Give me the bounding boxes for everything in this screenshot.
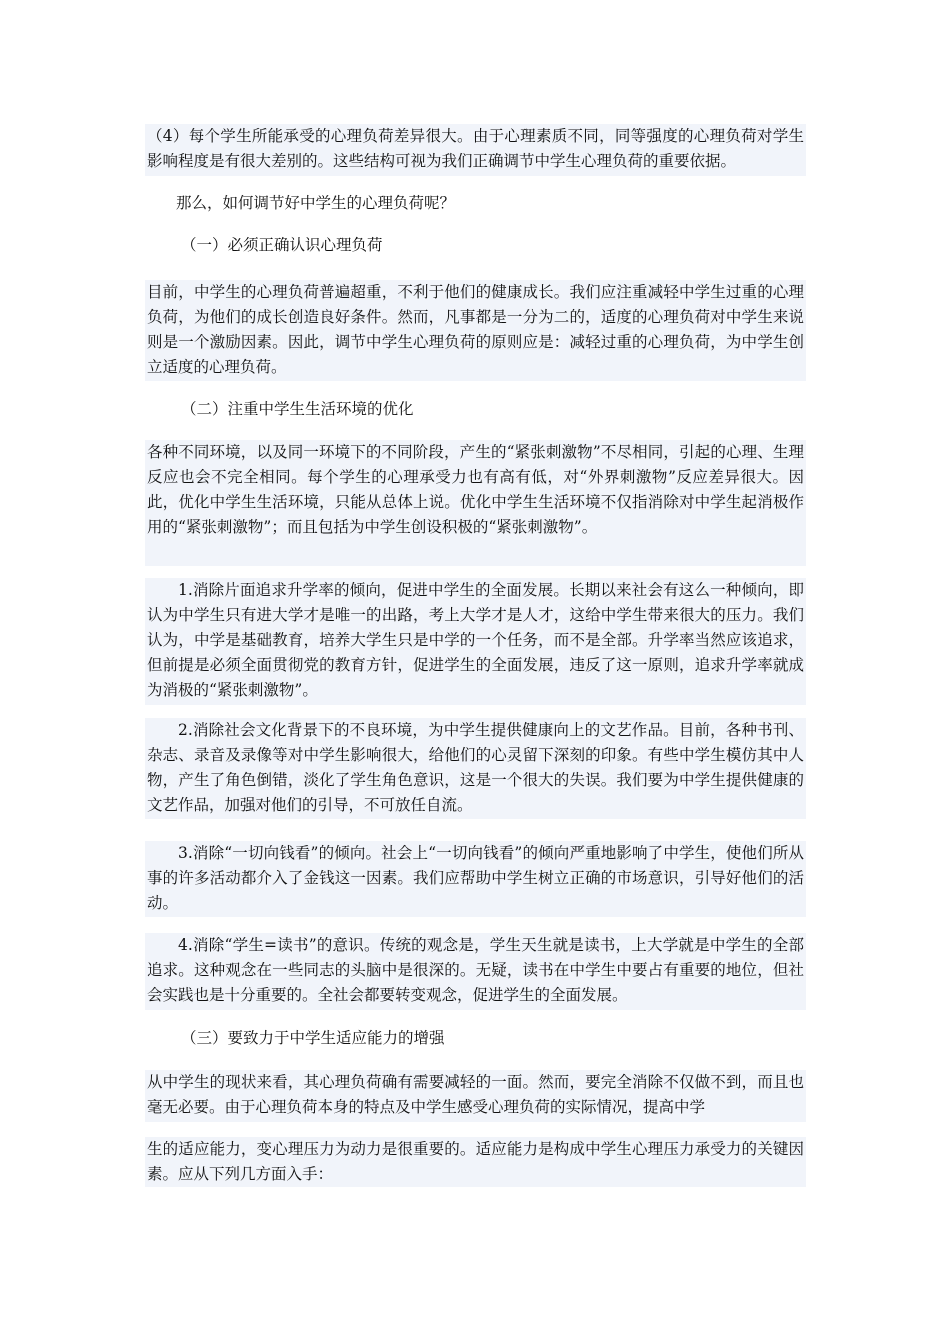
- heading-section-3: （三）要致力于中学生适应能力的增强: [181, 1029, 445, 1047]
- paragraph-understand-load: 目前，中学生的心理负荷普遍超重，不利于他们的健康成长。我们应注重减轻中学生过重的心理负荷，为他们的成长创造良好条件。然而，凡事都是一分为二的，适度的心理负荷对中学生来说则是一个激励因素。因此，调节中学生心理负荷的原则应是：减轻过重的心理负荷，为中学生创立适度的心理负荷。: [145, 280, 806, 381]
- paragraph-question: 那么，如何调节好中学生的心理负荷呢？: [176, 194, 456, 212]
- paragraph-item-4: 4.消除“学生=读书”的意识。传统的观念是，学生天生就是读书，上大学就是中学生的全部追求。这种观念在一些同志的头脑中是很深的。无疑，读书在中学生中要占有重要的地位，但社会实践也是十分重要的。全社会都要转变观念，促进学生的全面发展。: [145, 933, 806, 1010]
- paragraph-adaptability-part2: 生的适应能力，变心理压力为动力是很重要的。适应能力是构成中学生心理压力承受力的关键因素。应从下列几方面入手：: [145, 1137, 806, 1187]
- paragraph-load-differences: （4）每个学生所能承受的心理负荷差异很大。由于心理素质不同，同等强度的心理负荷对学生影响程度是有很大差别的。这些结构可视为我们正确调节中学生心理负荷的重要依据。: [145, 124, 806, 176]
- paragraph-adaptability-part1: 从中学生的现状来看，其心理负荷确有需要减轻的一面。然而，要完全消除不仅做不到，而且也毫无必要。由于心理负荷本身的特点及中学生感受心理负荷的实际情况，提高中学: [145, 1070, 806, 1122]
- paragraph-item-2: 2.消除社会文化背景下的不良环境，为中学生提供健康向上的文艺作品。目前，各种书刊、杂志、录音及录像等对中学生影响很大，给他们的心灵留下深刻的印象。有些中学生模仿其中人物，产生了角色倒错，淡化了学生角色意识，这是一个很大的失误。我们要为中学生提供健康的文艺作品，加强对他们的引导，不可放任自流。: [145, 718, 806, 819]
- paragraph-environment: 各种不同环境，以及同一环境下的不同阶段，产生的“紧张刺激物”不尽相同，引起的心理、生理反应也会不完全相同。每个学生的心理承受力也有高有低，对“外界刺激物”反应差异很大。因此，优化中学生生活环境，只能从总体上说。优化中学生生活环境不仅指消除对中学生起消极作用的“紧张刺激物”；而且包括为中学生创设积极的“紧张刺激物”。: [145, 440, 806, 566]
- heading-section-2: （二）注重中学生生活环境的优化: [181, 400, 414, 418]
- heading-section-1: （一）必须正确认识心理负荷: [181, 236, 383, 254]
- paragraph-item-1: 1.消除片面追求升学率的倾向，促进中学生的全面发展。长期以来社会有这么一种倾向，即认为中学生只有进大学才是唯一的出路，考上大学才是人才，这给中学生带来很大的压力。我们认为，中学是基础教育，培养大学生只是中学的一个任务，而不是全部。升学率当然应该追求，但前提是必须全面贯彻党的教育方针，促进学生的全面发展，违反了这一原则，追求升学率就成为消极的“紧张刺激物”。: [145, 578, 806, 705]
- paragraph-item-3: 3.消除“一切向钱看”的倾向。社会上“一切向钱看”的倾向严重地影响了中学生，使他们所从事的许多活动都介入了金钱这一因素。我们应帮助中学生树立正确的市场意识，引导好他们的活动。: [145, 841, 806, 917]
